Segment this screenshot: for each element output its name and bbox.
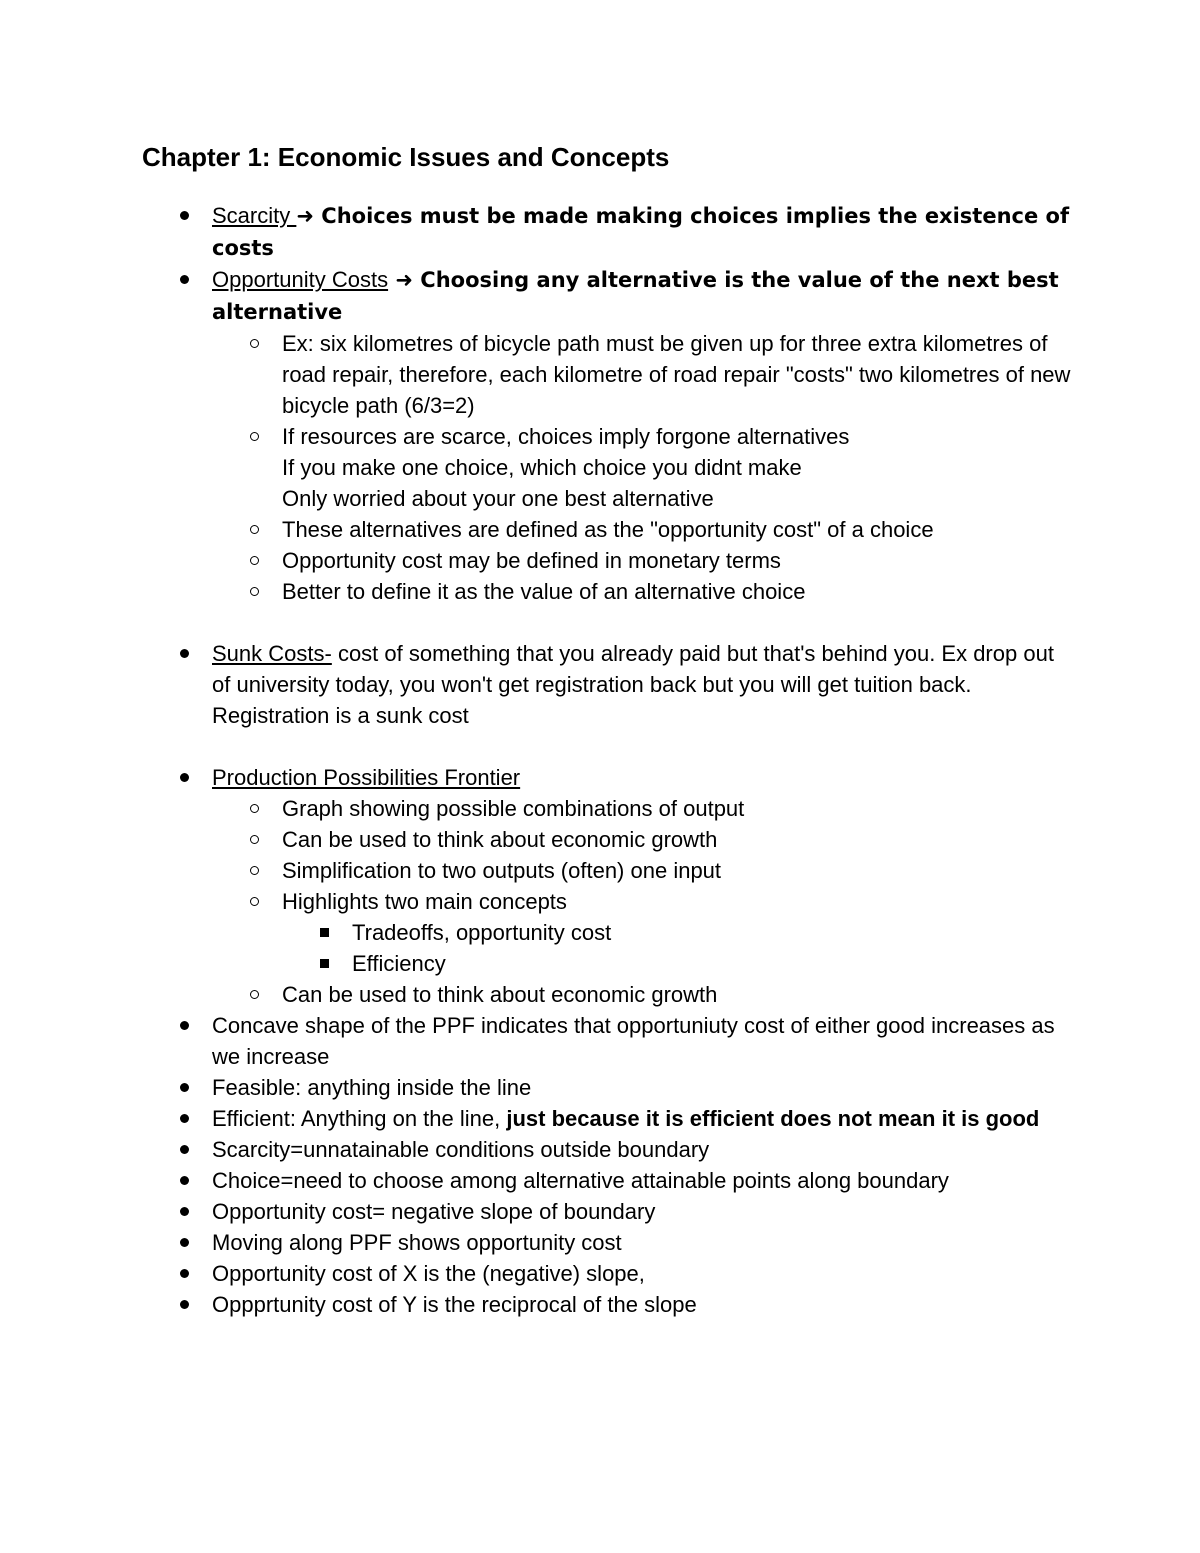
term-scarcity: Scarcity	[212, 203, 297, 228]
sub-item-text: Can be used to think about economic growth	[282, 982, 718, 1007]
list-item-efficient	[142, 1103, 1072, 1134]
bullet-disc-icon	[180, 1021, 189, 1030]
list-item	[142, 1289, 1072, 1320]
list-item	[142, 1010, 1072, 1072]
list-item-ppf	[142, 762, 1072, 793]
sub-sub-item	[142, 917, 1072, 948]
bullet-circle-icon	[250, 990, 259, 999]
efficient-emphasis: just because it is efficient does not mean it is good	[506, 1106, 1040, 1131]
list-item-text: Opportunity cost= negative slope of boundary	[212, 1199, 656, 1224]
sub-item-text: Better to define it as the value of an alternative choice	[282, 579, 806, 604]
bullet-disc-icon	[180, 1238, 189, 1247]
list-item-opportunity-costs	[142, 264, 1072, 328]
bullet-circle-icon	[250, 897, 259, 906]
bullet-disc-icon	[180, 1083, 189, 1092]
list-item	[142, 1134, 1072, 1165]
sub-sub-item-text: Efficiency	[352, 951, 446, 976]
bullet-disc-icon	[180, 649, 189, 658]
list-item	[142, 1258, 1072, 1289]
bullet-circle-icon	[250, 525, 259, 534]
sub-item	[142, 886, 1072, 917]
bullet-disc-icon	[180, 1176, 189, 1185]
term-sunk-costs: Sunk Costs-	[212, 641, 332, 666]
page-title: Chapter 1: Economic Issues and Concepts	[142, 142, 670, 172]
list-item-text: Opportunity cost of X is the (negative) slope,	[212, 1261, 645, 1286]
bullet-circle-icon	[250, 339, 259, 348]
list-item-text: Efficient: Anything on the line,	[212, 1106, 507, 1131]
sub-item	[142, 328, 1072, 421]
sunk-definition: cost of something that you already paid but that's behind you. Ex drop out of university today, you won't get registration back but you will get tuition back. Registration is a sunk cost	[212, 641, 1054, 728]
sub-item-text: Graph showing possible combinations of output	[282, 796, 745, 821]
sub-item-text: If resources are scarce, choices imply forgone alternatives If you make one choice, which choice you didnt make Only worried about your one best alternative	[282, 424, 850, 511]
list-item	[142, 1165, 1072, 1196]
bullet-disc-icon	[180, 211, 189, 220]
sub-sub-item-text: Tradeoffs, opportunity cost	[352, 920, 612, 945]
opportunity-definition: Choosing any alternative is the value of the next best alternative	[212, 268, 1059, 324]
sub-item	[142, 545, 1072, 576]
bullet-disc-icon	[180, 1145, 189, 1154]
sub-item	[142, 421, 1072, 514]
sub-item	[142, 855, 1072, 886]
arrow-icon: ➜	[296, 204, 314, 228]
bullet-circle-icon	[250, 835, 259, 844]
bullet-disc-icon	[180, 1269, 189, 1278]
sub-item-text: Ex: six kilometres of bicycle path must be given up for three extra kilometres of road repair, therefore, each kilometre of road repair "costs" two kilometres of new bicycle path (6/3=2)	[282, 331, 1071, 418]
sub-item	[142, 979, 1072, 1010]
bullet-circle-icon	[250, 587, 259, 596]
sub-item	[142, 514, 1072, 545]
list-item-text: Feasible: anything inside the line	[212, 1075, 532, 1100]
list-item	[142, 1227, 1072, 1258]
bullet-disc-icon	[180, 1300, 189, 1309]
sub-item	[142, 824, 1072, 855]
spacer	[142, 607, 1072, 638]
sub-item	[142, 576, 1072, 607]
bullet-disc-icon	[180, 1114, 189, 1123]
bullet-circle-icon	[250, 556, 259, 565]
list-item-scarcity	[142, 200, 1072, 264]
list-item-text: Moving along PPF shows opportunity cost	[212, 1230, 622, 1255]
sub-item-text: Opportunity cost may be defined in monetary terms	[282, 548, 781, 573]
scarcity-definition: Choices must be made making choices implies the existence of costs	[212, 204, 1070, 260]
list-item	[142, 1196, 1072, 1227]
bullet-circle-icon	[250, 432, 259, 441]
list-item-text: Concave shape of the PPF indicates that opportuniuty cost of either good increases as we increase	[212, 1013, 1055, 1069]
bullet-circle-icon	[250, 866, 259, 875]
sub-item-text: These alternatives are defined as the "opportunity cost" of a choice	[282, 517, 934, 542]
list-item	[142, 1072, 1072, 1103]
term-ppf: Production Possibilities Frontier	[212, 765, 521, 790]
notes-list	[142, 200, 1072, 1320]
document-page	[142, 138, 1072, 1320]
sub-sub-item	[142, 948, 1072, 979]
bullet-circle-icon	[250, 804, 259, 813]
list-item-text: Choice=need to choose among alternative attainable points along boundary	[212, 1168, 949, 1193]
sub-item-text: Simplification to two outputs (often) one input	[282, 858, 722, 883]
list-item-text: Scarcity=unnatainable conditions outside boundary	[212, 1137, 710, 1162]
list-item-sunk-costs	[142, 638, 1072, 731]
sub-item-text: Can be used to think about economic growth	[282, 827, 718, 852]
sub-item	[142, 793, 1072, 824]
spacer	[142, 731, 1072, 762]
bullet-disc-icon	[180, 275, 189, 284]
list-item-text: Oppprtunity cost of Y is the reciprocal of the slope	[212, 1292, 697, 1317]
bullet-square-icon	[320, 959, 329, 968]
arrow-icon: ➜	[388, 268, 413, 292]
bullet-disc-icon	[180, 773, 189, 782]
bullet-square-icon	[320, 928, 329, 937]
sub-item-text: Highlights two main concepts	[282, 889, 567, 914]
term-opportunity-costs: Opportunity Costs	[212, 267, 389, 292]
bullet-disc-icon	[180, 1207, 189, 1216]
